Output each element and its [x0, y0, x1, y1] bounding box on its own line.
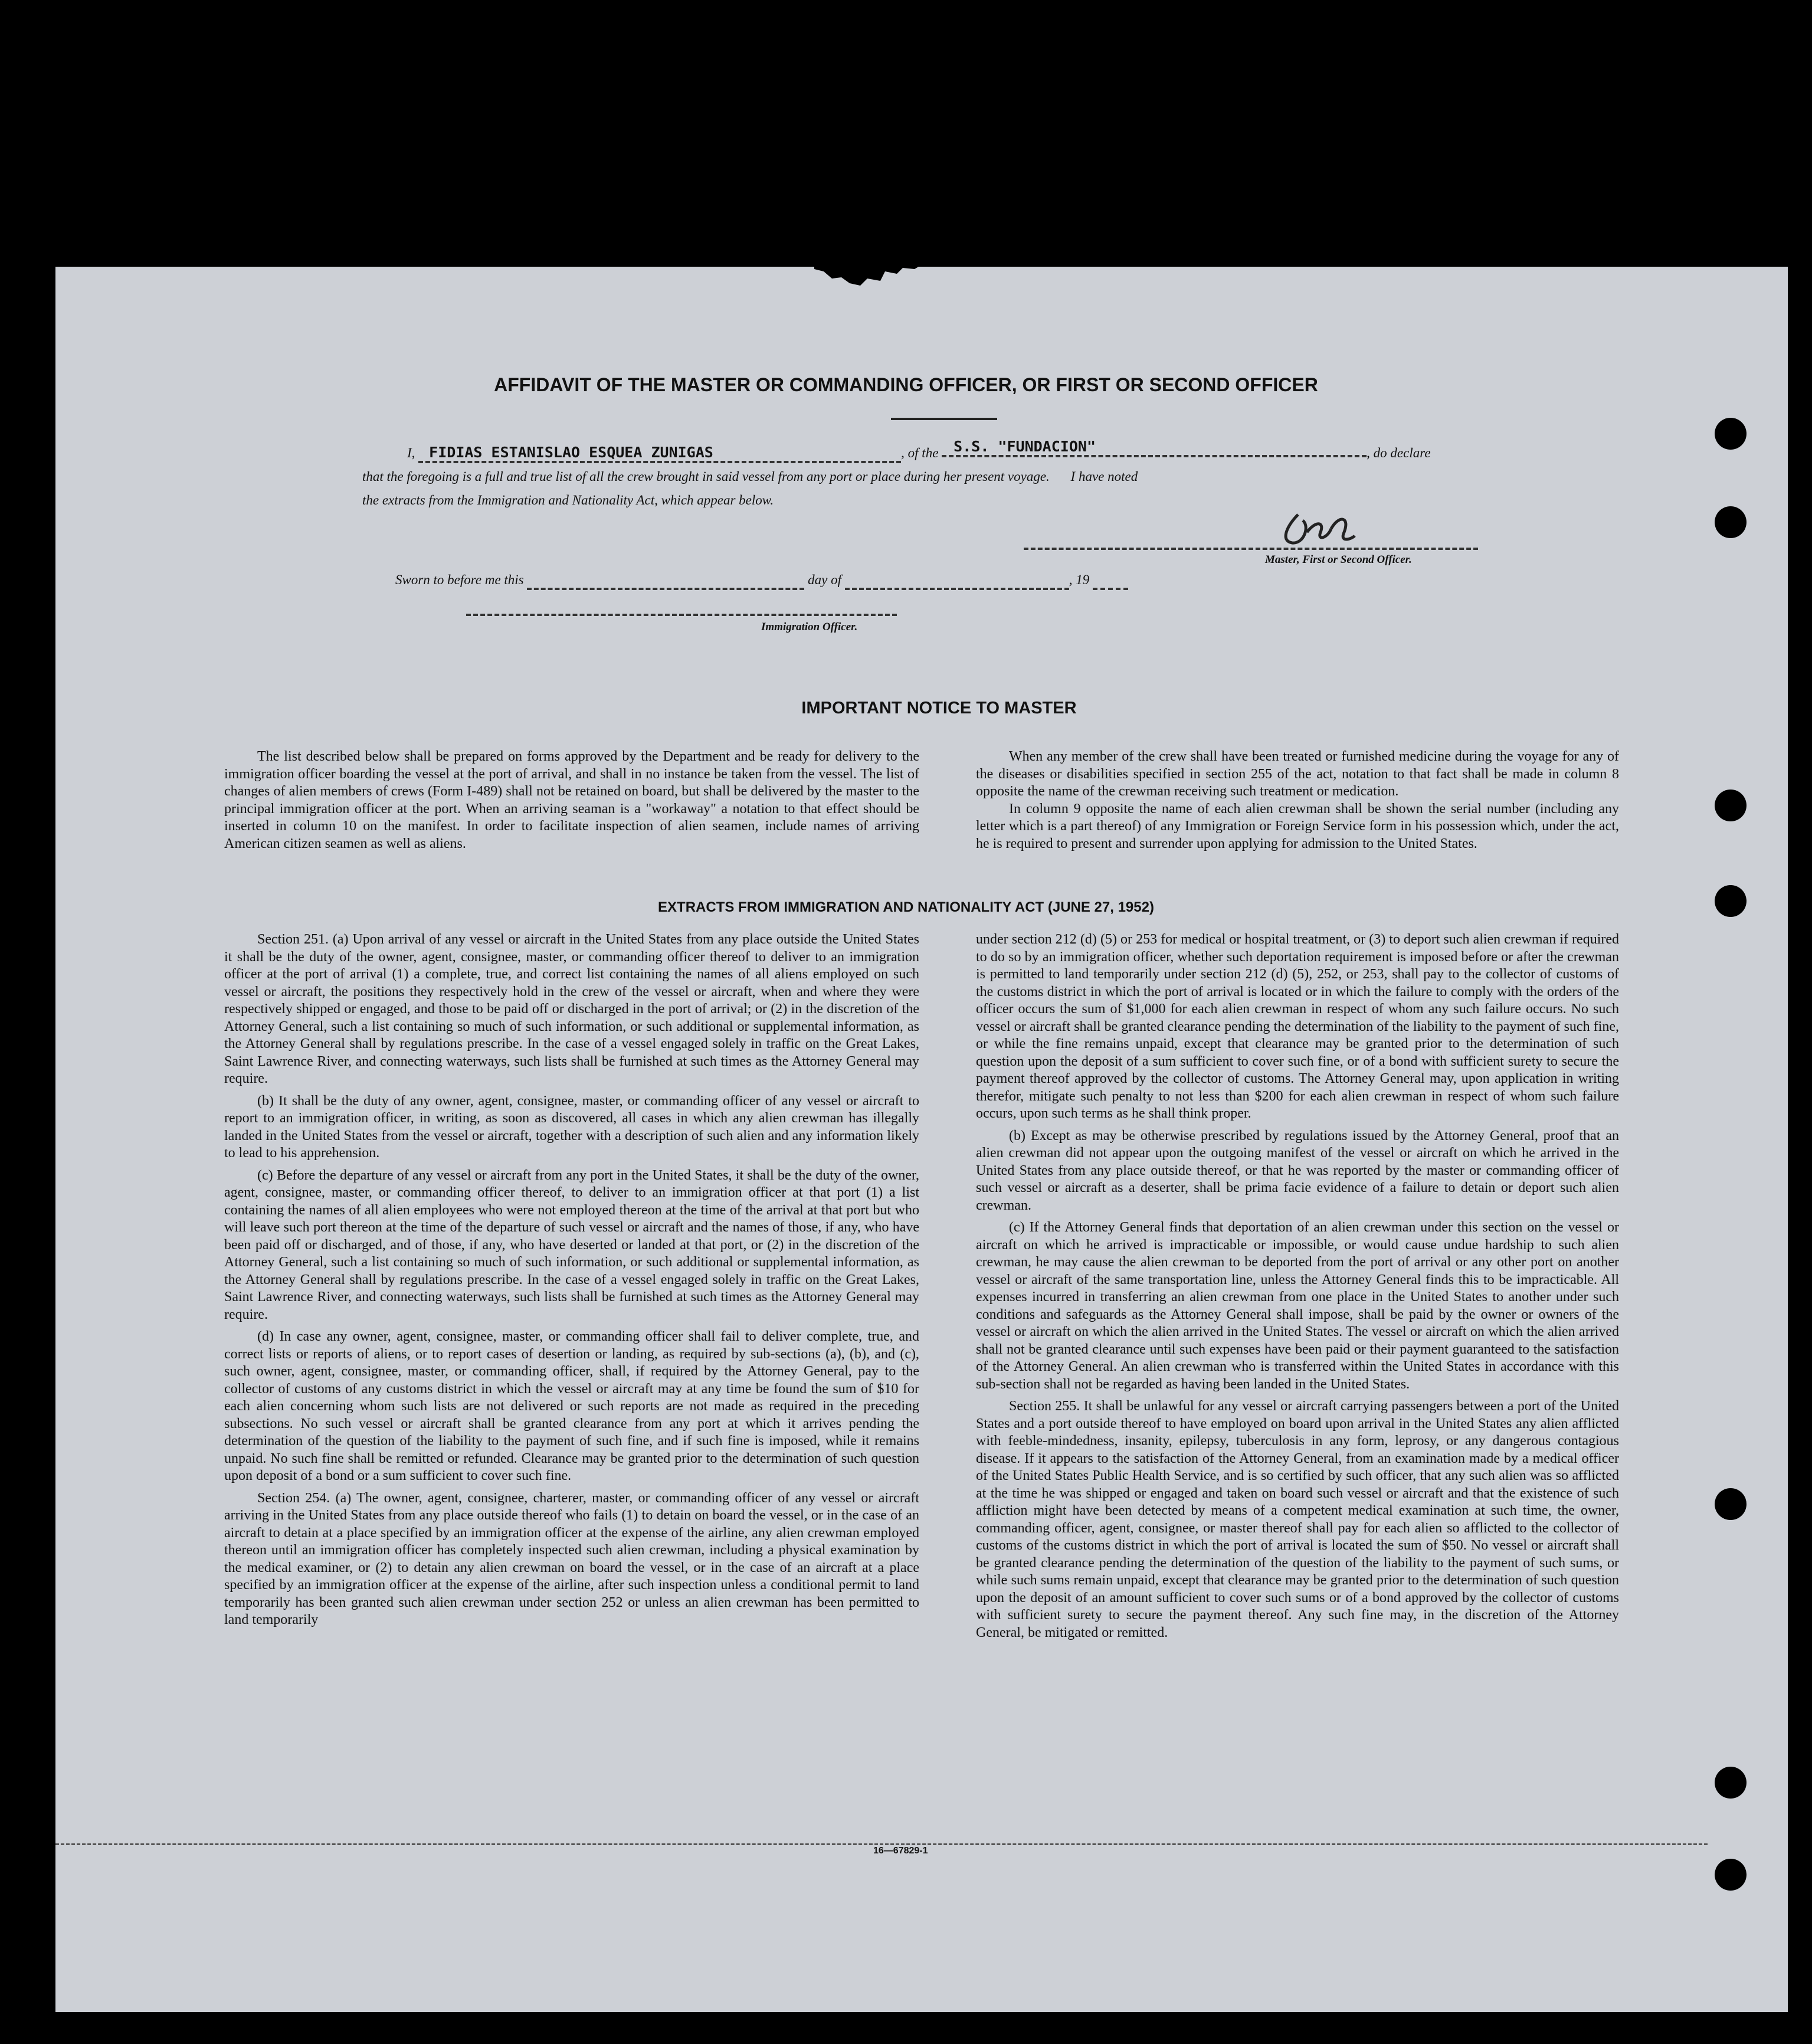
notice-right-paragraph-1: When any member of the crew shall have been treated or furnished medicine during the voyage for any of the diseases or disabilities specified in section 255 of the act, notation to that fact shall be made in column 8 opposite the name of the crewman receiving such treatment or medication.: [976, 749, 1619, 799]
section-255: Section 255. It shall be unlawful for any vessel or aircraft carrying passengers between a port of the United States and a port outside thereof to have employed on board upon arrival in the United States any alien afflicted with feeble-mindedness, insanity, epilepsy, tuberculosis in any form, leprosy, or any dangerous contagious disease. If it appears to the satisfaction of the Attorney General, from an examination made by a medical officer of the United States Public Health Service, and is so certified by such officer, that any such alien was so afflicted at the time he was shipped or engaged and taken on board such vessel or aircraft and that the existence of such affliction might have been detected by means of a competent medical examination at such time, the owner, commanding officer, agent, consignee, or master thereof shall pay for each alien so afflicted to the collector of customs of the customs district in which the port of arrival is located the sum of $50. No vessel or aircraft shall be granted clearance pending the determination of the question of the liability to the payment of such sums, or while such sums remain unpaid, except that clearance may be granted prior to the determination of such question upon the deposit of an amount sufficient to cover such sums or of a bond approved by the collector of customs with sufficient surety to secure the payment thereof. Any such fine may, in the discretion of the Attorney General, be mitigated or remitted.: [976, 1398, 1619, 1640]
do-declare-label: , do declare: [1367, 446, 1431, 460]
notice-right-paragraph-2: In column 9 opposite the name of each alien crewman shall be shown the serial number (including any letter which is a part thereof) of any Immigration or Foreign Service form in his possession which, under the act, he is required to present and surrender upon applying for admission to the United States.: [976, 801, 1619, 851]
section-251-d: (d) In case any owner, agent, consignee, master, or commanding officer shall fail to deliver complete, true, and correct lists or reports of aliens, or to report cases of desertion or landing, as required by sub-sections (a), (b), and (c), such owner, agent, consignee, master, or commanding officer, shall, if required by the Attorney General, pay to the collector of customs of any customs district in which the vessel or aircraft may at any time be found the sum of $10 for each alien concerning whom such lists are not delivered or such reports are not made as required in the preceding subsections. No such vessel or aircraft shall be granted clearance from any port at which it arrives pending the determination of the question of the liability to the payment of such fine, and if such fine is imposed, while it remains unpaid. No such fine shall be remitted or refunded. Clearance may be granted prior to the determination of such question upon deposit of a bond or a sum sufficient to cover such fine.: [224, 1329, 919, 1483]
section-251-c: (c) Before the departure of any vessel or aircraft from any port in the United States, it shall be the duty of the owner, agent, consignee, master, or commanding officer thereof, to deliver to an immigration officer at that port (1) a list containing the names of all alien employees who were not employed thereon at the time of the arrival at that port but who will leave such port thereon at the time of the departure of such vessel or aircraft and the names of those, if any, who have been paid off or discharged, and of those, if any, who have deserted or landed at that port, or (2) in the discretion of the Attorney General, such a list containing so much of such information, or such additional or supplemental information, as the Attorney General shall by regulations prescribe. In the case of a vessel engaged solely in traffic on the Great Lakes, Saint Lawrence River, and connecting waterways, such lists shall be furnished at such times as the Attorney General may require.: [224, 1167, 919, 1322]
punch-hole: [1715, 1488, 1747, 1520]
notice-left-paragraph: The list described below shall be prepared on forms approved by the Department and be ready for delivery to the immigration officer boarding the vessel at the port of arrival, and shall in no instance be taken from the vessel. The list of changes of alien members of crews (Form I-489) shall not be retained on board, but shall be delivered by the master to the principal immigration officer at the port. When an arriving seaman is a "workaway" a notation to that effect should be inserted in column 10 on the manifest. In order to facilitate inspection of alien seamen, include names of arriving American citizen seamen as well as aliens.: [224, 749, 919, 851]
signature-caption: Master, First or Second Officer.: [1265, 553, 1412, 566]
declaration-text-3: the extracts from the Immigration and Nationality Act, which appear below.: [362, 493, 774, 507]
day-of-label: day of: [808, 572, 841, 587]
section-254-c: (c) If the Attorney General finds that deportation of an alien crewman under this section on the vessel or aircraft on which he arrived is impracticable or impossible, or would cause undue hardship to such alien crewman, he may cause the alien crewman to be deported from the port of arrival or any other port on another vessel or aircraft of the same transportation line, unless the Attorney General finds this to be impracticable. All expenses incurred in transferring an alien crewman from one place in the United States to another under such conditions and safeguards as the Attorney General shall impose, shall be paid by the owner or owners of the vessel or aircraft on which the alien arrived in the United States. The vessel or aircraft on which the alien arrived shall not be granted clearance until such expenses have been paid or their payment guaranteed to the satisfaction of the Attorney General. An alien crewman who is transferred within the United States in accordance with this sub-section shall not be regarded as having been landed in the United States.: [976, 1220, 1619, 1392]
section-251-b: (b) It shall be the duty of any owner, agent, consignee, master, or commanding officer of any vessel or aircraft to report to an immigration officer, in writing, as soon as discovered, all cases in which any alien crewman has illegally landed in the United States from the vessel or aircraft, together with a description of such alien and any information likely to lead to his apprehension.: [224, 1093, 919, 1161]
punch-hole: [1715, 1859, 1747, 1891]
extracts-title: EXTRACTS FROM IMMIGRATION AND NATIONALITY ACT (JUNE 27, 1952): [658, 899, 1154, 915]
notice-right-column: [976, 748, 1619, 857]
section-254-a-cont: under section 212 (d) (5) or 253 for medical or hospital treatment, or (3) to deport such alien crewman if required to do so by an immigration officer, whether such deportation requirement is imposed before or after the crewman is permitted to land temporarily under section 212 (d) (5), 252, or 253, shall pay to the collector of customs of the customs district in which the port of arrival is located or in which the failure to comply with the orders of the officer occurs the sum of $1,000 for each alien crewman in respect of whom any such failure occurs. No such vessel or aircraft shall be granted clearance pending the determination of the liability to the payment of such fine, or while the fine remains unpaid, except that clearance may be granted prior to the determination of such question upon the deposit of a sum sufficient to cover such fine, or of a bond with sufficient surety to secure the payment thereof approved by the collector of customs. The Attorney General may, upon application in writing therefor, mitigate such penalty to not less than $200 for each alien crewman in respect of whom such failure occurs, upon such terms as he shall think proper.: [976, 932, 1619, 1121]
notice-title: IMPORTANT NOTICE TO MASTER: [801, 699, 1077, 718]
punch-hole: [1715, 790, 1747, 821]
title-rule: [891, 418, 997, 420]
notice-left-column: [224, 748, 919, 857]
of-the-label: , of the: [901, 446, 939, 460]
declaration-text-2: [362, 469, 1138, 484]
signature: [1274, 509, 1357, 550]
sworn-day-field: [527, 572, 804, 590]
sworn-label: Sworn to before me this: [395, 572, 524, 587]
i-label: I,: [407, 446, 415, 460]
section-254-b: (b) Except as may be otherwise prescribed by regulations issued by the Attorney General, proof that an alien crewman did not appear upon the outgoing manifest of the vessel or aircraft on which he arrived in the United States from any place outside thereof, or that he was reported by the master or commanding officer of such vessel or aircraft as a deserter, shall be prima facie evidence of a failure to detain or deport such alien crewman.: [976, 1128, 1619, 1213]
extracts-left-column: [224, 931, 919, 1629]
declaration-line-2: that the foregoing is a full and true list of all the crew brought in said vessel from any port or place during her present voyage.: [362, 469, 1050, 484]
signature-line: [1024, 548, 1478, 550]
punch-hole: [1715, 506, 1747, 538]
affidavit-title: AFFIDAVIT OF THE MASTER OR COMMANDING OFFICER, OR FIRST OR SECOND OFFICER: [494, 374, 1318, 395]
sworn-line: [395, 572, 1128, 590]
torn-edge: [814, 266, 920, 289]
section-254-a: Section 254. (a) The owner, agent, consignee, charterer, master, or commanding officer of any vessel or aircraft arriving in the United States from any place outside thereof who fails (1) to detain on board the vessel, or in the case of an aircraft to detain at a place specified by an immigration officer at the expense of the airline, any alien crewman employed thereon until an immigration officer has completely inspected such alien crewman, including a physical examination by the medical examiner, or (2) to detain any alien crewman on board the vessel, or in the case of an aircraft at a place specified by an immigration officer at the expense of the airline, after such inspection unless a conditional permit to land temporarily has been granted such alien crewman under section 252 or unless an alien crewman has been permitted to land temporarily: [224, 1490, 919, 1627]
officer-caption: Immigration Officer.: [761, 621, 858, 633]
vessel-name: S.S. "FUNDACION": [942, 438, 1367, 457]
extracts-right-column: [976, 931, 1619, 1642]
sworn-year-field: [1093, 572, 1128, 590]
declaration-line-2b: I have noted: [1070, 469, 1138, 484]
year-label: , 19: [1069, 572, 1090, 587]
punch-hole: [1715, 1767, 1747, 1799]
form-code: 16—67829-1: [873, 1846, 928, 1856]
section-251-a: Section 251. (a) Upon arrival of any vessel or aircraft in the United States from any place outside the United States it shall be the duty of the owner, agent, consignee, master, or commanding officer thereof to deliver to an immigration officer at the port of arrival (1) a complete, true, and correct list containing the names of all aliens employed on such vessel or aircraft, the positions they respectively hold in the crew of the vessel or aircraft, when and where they were respectively shipped or engaged, and those to be paid off or discharged in the port of arrival; or (2) in the discretion of the Attorney General, such a list containing so much of such information, or such additional or supplemental information, as the Attorney General shall by regulations prescribe. In the case of a vessel engaged solely in traffic on the Great Lakes, Saint Lawrence River, and connecting waterways, such lists shall be furnished at such times as the Attorney General may require.: [224, 932, 919, 1086]
declaration-line: [407, 438, 1499, 463]
footer-perforation: [55, 1843, 1708, 1845]
punch-hole: [1715, 418, 1747, 450]
master-name: FIDIAS ESTANISLAO ESQUEA ZUNIGAS: [418, 444, 901, 463]
sworn-month-field: [845, 572, 1069, 590]
officer-signature-line: [466, 614, 897, 616]
